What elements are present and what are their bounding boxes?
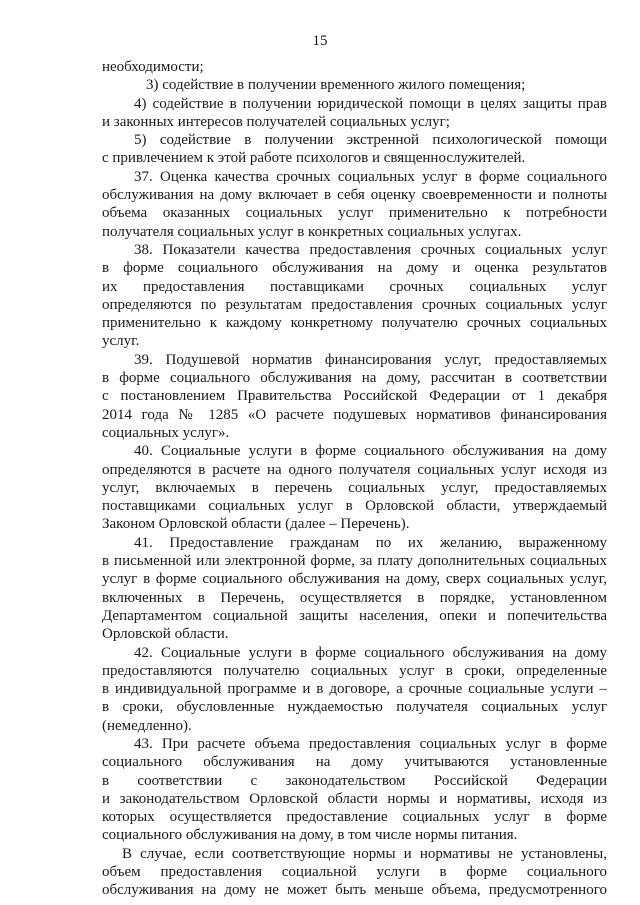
text-line: их предоставления поставщиками срочных социальных услуг: [102, 278, 607, 295]
text-line: включенных в Перечень, осуществляется в порядке, установленном: [102, 589, 607, 606]
text-line: 38. Показатели качества предоставления срочных социальных услуг: [134, 241, 607, 258]
paragraph-p-cont: [102, 58, 607, 76]
text-line: 42. Социальные услуги в форме социального обслуживания на дому: [134, 644, 607, 661]
text-line: в соответствии с законодательством Российской Федерации: [102, 772, 607, 789]
text-line: 4) содействие в получении юридической помощи в целях защиты прав: [134, 95, 607, 112]
text-line: в форме социального обслуживания на дому, рассчитан в соответствии: [102, 370, 607, 387]
text-line: 39. Подушевой норматив финансирования услуг, предоставляемых: [134, 351, 607, 368]
document-body: [102, 58, 607, 900]
text-line: 40. Социальные услуги в форме социального обслуживания на дому: [134, 443, 607, 460]
text-line: которых осуществляется предоставление социальных услуг в форме: [102, 809, 607, 826]
text-line: социальных услуг».: [102, 424, 230, 441]
text-line: услуг в форме социального обслуживания на дому, сверх социальных услуг,: [102, 571, 607, 588]
text-line: В случае, если соответствующие нормы и нормативы не установлены,: [122, 845, 607, 862]
text-line: социального обслуживания на дому учитываются установленные: [102, 754, 607, 771]
paragraph-p-3: [102, 76, 607, 94]
text-line: в форме социального обслуживания на дому и оценка результатов: [102, 260, 607, 277]
text-line: и законных интересов получателей социальных услуг;: [102, 113, 450, 130]
text-line: 2014 года № 1285 «О расчете подушевых нормативов финансирования: [102, 406, 607, 423]
paragraph-p-43: [102, 735, 607, 845]
text-line: в индивидуальной программе и в договоре, а срочные социальные услуги –: [102, 681, 607, 698]
text-line: определяются по результатам предоставления срочных социальных услуг: [102, 296, 607, 313]
text-line: необходимости;: [102, 59, 204, 75]
text-line: Законом Орловской области (далее – Перечень).: [102, 516, 410, 533]
paragraph-p-4: [102, 95, 607, 132]
text-line: поставщиками социальных услуг в Орловской области, утверждаемый: [102, 498, 607, 515]
text-line: 41. Предоставление гражданам по их желанию, выраженному: [134, 534, 607, 551]
text-line: предоставляются получателю социальных услуг в сроки, определенные: [102, 662, 607, 679]
text-line: в сроки, обусловленные нуждаемостью получателя социальных услуг: [102, 699, 607, 716]
paragraph-p-40: [102, 442, 607, 533]
text-line: с постановлением Правительства Российской Федерации от 1 декабря: [102, 388, 607, 405]
text-line: услуг, включаемых в перечень социальных услуг, предоставляемых: [102, 479, 607, 496]
text-line: объем предоставления социальной услуги в форме социального: [102, 864, 607, 881]
text-line: определяются в расчете на одного получателя социальных услуг исходя из: [102, 461, 607, 478]
paragraph-p-37: [102, 168, 607, 241]
text-line: обслуживания на дому не может быть меньше объема, предусмотренного: [102, 882, 607, 899]
text-line: применительно к каждому конкретному получателю срочных социальных: [102, 315, 607, 332]
paragraph-p-38: [102, 241, 607, 351]
paragraph-p-42: [102, 644, 607, 735]
paragraph-p-last: [102, 845, 607, 900]
text-line: объема оказанных социальных услуг применительно к потребности: [102, 205, 607, 222]
text-line: 5) содействие в получении экстренной психологической помощи: [134, 132, 607, 149]
paragraph-p-39: [102, 351, 607, 442]
text-line: получателя социальных услуг в конкретных социальных услугах.: [102, 223, 522, 240]
text-line: 37. Оценка качества срочных социальных услуг в форме социального: [134, 168, 607, 185]
text-line: Орловской области.: [102, 626, 229, 643]
text-line: Департаментом социальной защиты населения, опеки и попечительства: [102, 607, 607, 624]
paragraph-p-5: [102, 131, 607, 168]
text-line: 43. При расчете объема предоставления социальных услуг в форме: [134, 735, 607, 752]
text-line: услуг.: [102, 333, 140, 350]
text-line: обслуживания на дому включает в себя оценку своевременности и полноты: [102, 187, 607, 204]
page-number: 15: [312, 33, 328, 49]
paragraph-p-41: [102, 534, 607, 644]
text-line: в письменной или электронной форме, за плату дополнительных социальных: [102, 553, 607, 570]
text-line: социального обслуживания на дому, в том числе нормы питания.: [102, 827, 518, 844]
text-line: с привлечением к этой работе психологов и священнослужителей.: [102, 150, 526, 167]
text-line: (немедленно).: [102, 717, 192, 734]
text-line: и законодательством Орловской области нормы и нормативы, исходя из: [102, 790, 607, 807]
text-line: 3) содействие в получении временного жилого помещения;: [146, 77, 526, 94]
